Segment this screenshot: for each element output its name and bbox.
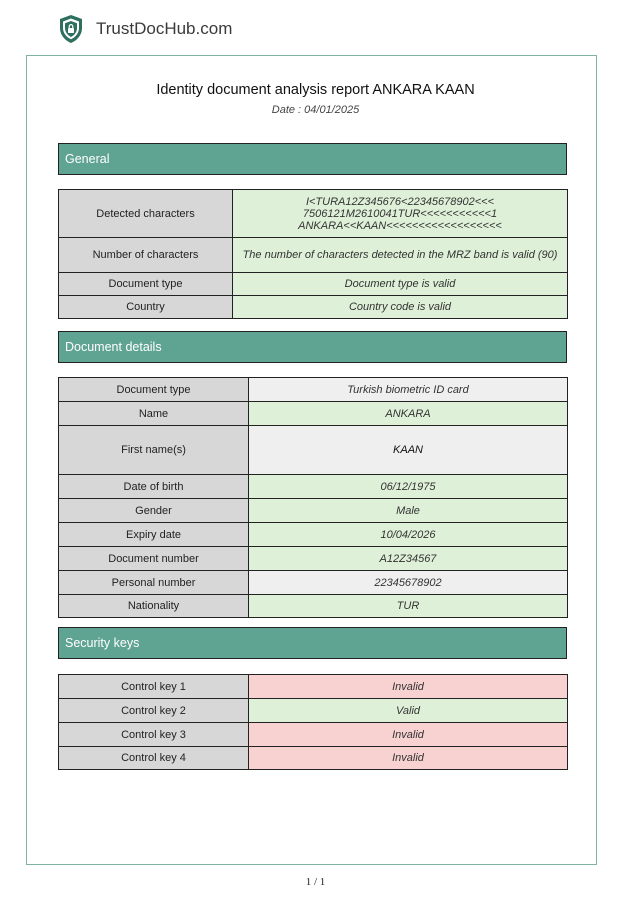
- page-number: 1 / 1: [305, 876, 326, 888]
- section-header-security: Security keys: [58, 627, 567, 659]
- mrz-value: [233, 190, 568, 238]
- brand-name[interactable]: TrustDocHub.com: [96, 19, 233, 38]
- table-row: [59, 378, 568, 402]
- row-value: Valid: [249, 699, 568, 723]
- row-label: First name(s): [59, 426, 249, 475]
- row-label: Name: [59, 402, 249, 426]
- row-label: Expiry date: [59, 523, 249, 547]
- row-label: Control key 3: [59, 723, 249, 747]
- row-value: A12Z34567: [249, 547, 568, 571]
- row-value: 06/12/1975: [249, 475, 568, 499]
- table-row: [59, 675, 568, 699]
- row-label: Document number: [59, 547, 249, 571]
- table-row: [59, 595, 568, 618]
- row-value: TUR: [249, 595, 568, 618]
- table-row: [59, 747, 568, 770]
- table-row: [59, 402, 568, 426]
- security-table: [58, 674, 568, 770]
- table-row: [59, 273, 568, 296]
- row-value: Turkish biometric ID card: [249, 378, 568, 402]
- row-value: Country code is valid: [233, 296, 568, 319]
- row-label: Control key 1: [59, 675, 249, 699]
- report-date: Date : 04/01/2025: [271, 104, 360, 116]
- row-value: KAAN: [249, 426, 568, 475]
- table-row: [59, 571, 568, 595]
- table-row: [59, 723, 568, 747]
- row-value: Invalid: [249, 747, 568, 770]
- table-row: [59, 238, 568, 273]
- row-value: Invalid: [249, 723, 568, 747]
- row-label: Personal number: [59, 571, 249, 595]
- row-label: Control key 4: [59, 747, 249, 770]
- section-header-details: Document details: [58, 331, 567, 363]
- row-value: Invalid: [249, 675, 568, 699]
- table-row: [59, 190, 568, 238]
- row-value: Document type is valid: [233, 273, 568, 296]
- mrz-line-3: ANKARA<<KAAN<<<<<<<<<<<<<<<<<<: [298, 219, 502, 232]
- brand-header: [58, 14, 232, 44]
- row-label: Gender: [59, 499, 249, 523]
- row-label: Nationality: [59, 595, 249, 618]
- row-label: Control key 2: [59, 699, 249, 723]
- mrz-line-2: 7506121M2610041TUR<<<<<<<<<<<1: [302, 207, 498, 220]
- row-label: Number of characters: [59, 238, 233, 273]
- table-row: [59, 523, 568, 547]
- table-row: [59, 499, 568, 523]
- row-value: 22345678902: [249, 571, 568, 595]
- row-label: Country: [59, 296, 233, 319]
- table-row: [59, 547, 568, 571]
- table-row: [59, 296, 568, 319]
- report-title: Identity document analysis report ANKARA KAAN: [156, 82, 475, 98]
- row-value: 10/04/2026: [249, 523, 568, 547]
- row-label: Document type: [59, 273, 233, 296]
- row-value: ANKARA: [249, 402, 568, 426]
- shield-lock-icon: [58, 14, 84, 44]
- details-table: [58, 377, 568, 618]
- table-row: [59, 475, 568, 499]
- mrz-line-1: I<TURA12Z345676<22345678902<<<: [305, 195, 495, 208]
- row-label: Document type: [59, 378, 249, 402]
- row-label: Date of birth: [59, 475, 249, 499]
- table-row: [59, 699, 568, 723]
- row-label: Detected characters: [59, 190, 233, 238]
- row-value: The number of characters detected in the MRZ band is valid (90): [233, 238, 568, 273]
- section-header-general: General: [58, 143, 567, 175]
- table-row: [59, 426, 568, 475]
- row-value: Male: [249, 499, 568, 523]
- general-table: [58, 189, 568, 319]
